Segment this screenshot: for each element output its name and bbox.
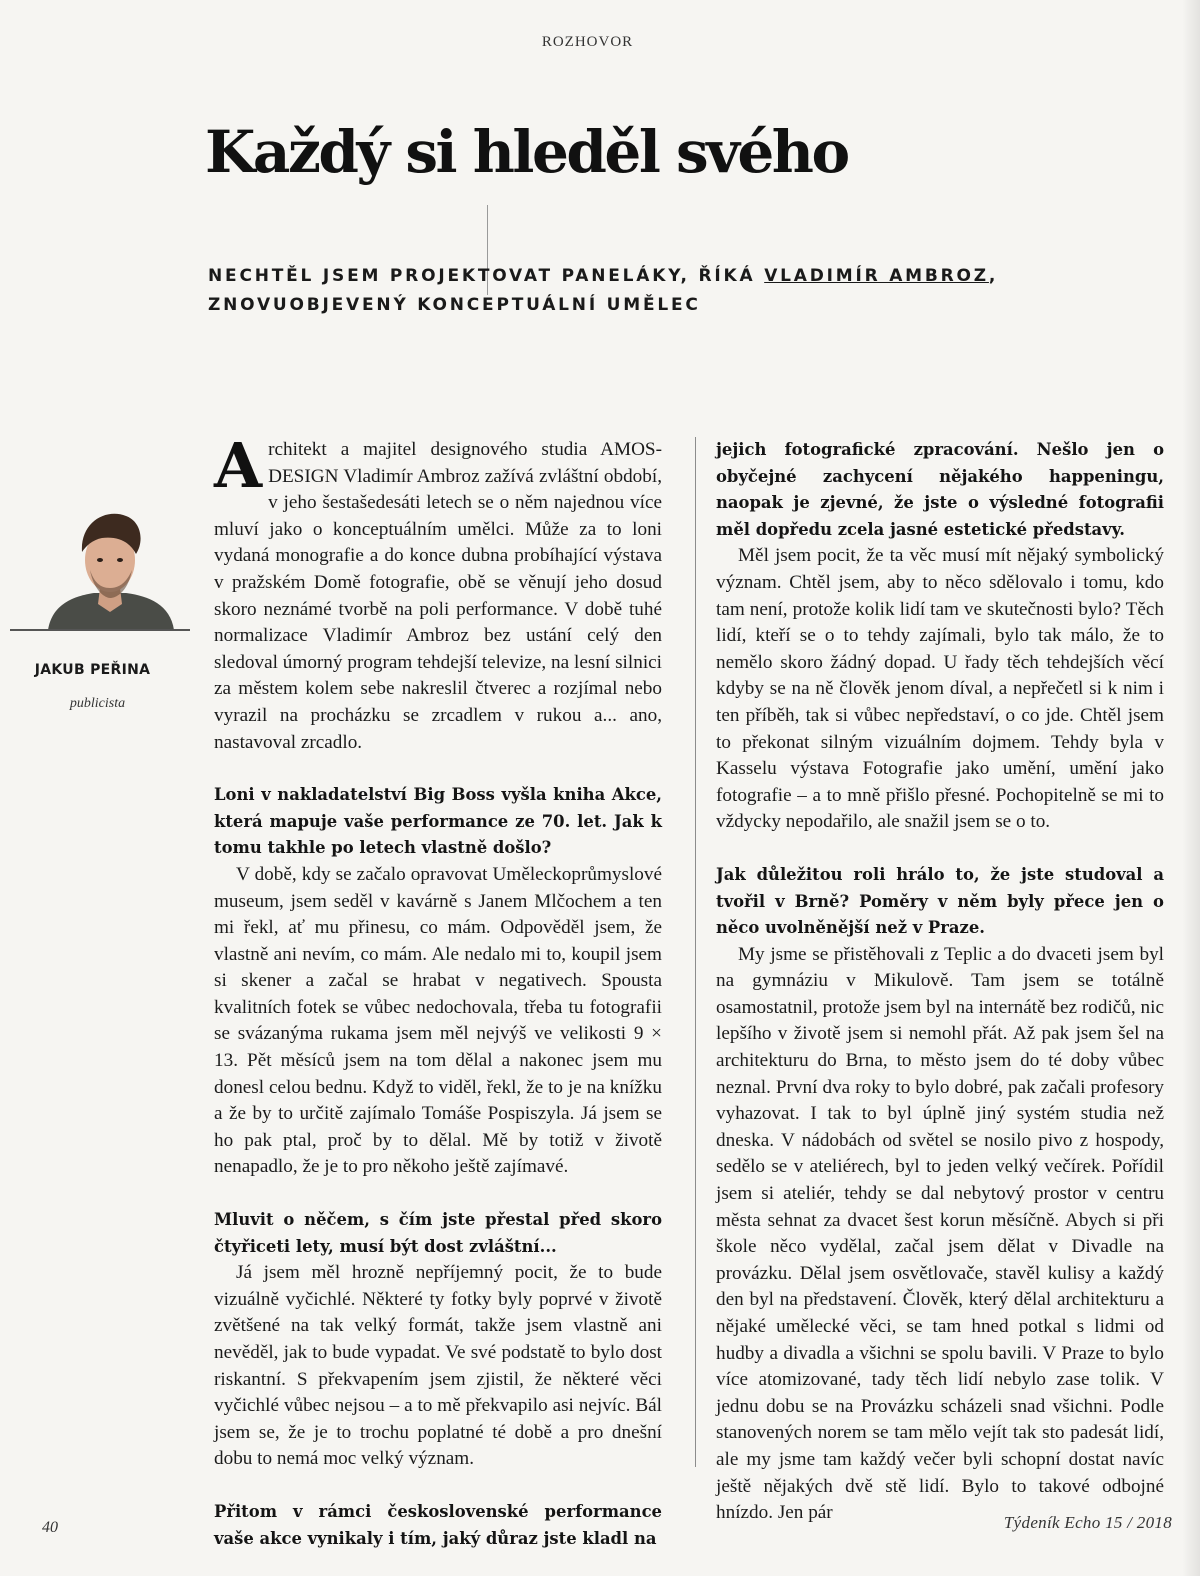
article-subheading: [208, 262, 1008, 320]
answer-paragraph: Já jsem měl hrozně nepříjemný pocit, že to bude vizuálně vyčichlé. Některé ty fotky byly poprvé v životě zvětšené na tak velký formát, takže jsem vlastně ani nevěděl, jak to bude vypadat. Ve své podstatě to bylo dost riskantní. S překvapením jsem zjistil, že některé věci vyčichlé vůbec nejsou – a to mě překvapilo asi nejvíc. Bál jsem se, že je to trochu poplatné té době a pro dnešní dobu to nemá moc velký význam.: [214, 1262, 662, 1470]
answer-paragraph: My jsme se přistěhovali z Teplic a do dvaceti jsem byl na gymnáziu v Mikulově. Tam jsem se totálně osamostatnil, protože jsem byl na internátě bez rodičů, nic lepšího v životě jsem si nemohl přát. Až pak jsem šel na architekturu do Brna, to město jsem do té doby vůbec neznal. První dva roky to bylo dobré, pak začali profesory vyhazovat. I tak to byl úplně jiný systém studia než dneska. V nádobách od světel se nosilo pivo z hospody, sedělo se v ateliérech, byl to jeden velký večírek. Pořídil jsem si ateliér, tehdy se dal nebytový prostor v centru města sehnat za dvacet šest korun měsíčně. Abych si při škole něco vydělal, začal jsem dělat v Divadle na provázku. Dělal jsem osvětlovače, stavěl kulisy a každý den byl na představení. Člověk, který dělal architekturu a nějaké umělecké věci, se tam hned potkal s lidmi od hudby a divadla a všichni se spolu bavili. V Praze to bylo více atomizované, tady těch lidí nebylo zase tolik. V jednu dobu se na Provázku scházeli snad všichni. Podle stanovených norem se tam mělo vejít tak sto padesát lidí, ale my jsme tam každý večer byli schopní dostat navíc ještě nějakých dvě stě lidí. Bylo to takové odbojné hnízdo. Jen pár: [716, 943, 1164, 1524]
author-rule: [10, 629, 190, 631]
paragraph-gap: [214, 1181, 662, 1207]
lead-text: rchitekt a majitel designového studia AMOSDESIGN Vladimír Ambroz zažívá zvláštní období, v jeho šestašedesáti letech se o něm najednou více mluví jako o konceptuálním umělci. Může za to loni vydaná monografie a do konce dubna probíhající výstava v pražském Domě fotografie, obě se věnují jeho dosud skoro neznámé tvorbě na poli performance. V době tuhé normalizace Vladimír Ambroz bez ustání celý den sledoval úmorný program tehdejší televize, na lesní silnici za městem kolem sebe nakreslil čtverec a rozjímal nebo vyrazil na procházku se zrcadlem v rukou a... ano, nastavoval zrcadlo.: [214, 439, 662, 753]
magazine-issue: Týdeník Echo 15 / 2018: [1003, 1513, 1172, 1532]
column-divider: [695, 437, 696, 1467]
answer-paragraph: Měl jsem pocit, že ta věc musí mít nějaký symbolický význam. Chtěl jsem, aby to něco sdělovalo i tomu, kdo tam není, protože kolik lidí tam ve skutečnosti bylo? Těch lidí, kteří se o to tehdy zajímali, bylo tak málo, že to nemělo skoro žádný dopad. U řady těch tehdejších věcí kdyby se na ně člověk jenom díval, a nepřečetl si k nim i ten příběh, tak si vůbec nepředstaví, o co jde. Chtěl jsem to překonat silným vizuálním dojmem. Tehdy byla v Kasselu výstava Fotografie jako umění, umění jako fotografie – a to mně přišlo přesné. Pochopitelně se mi to vždycky nepodařilo, ale snažil jsem se o to.: [716, 545, 1164, 833]
subheading-text-start: NECHTĚL JSEM PROJEKTOVAT PANELÁKY, ŘÍKÁ: [208, 266, 765, 286]
page-number: 40: [42, 1519, 58, 1536]
paragraph-gap: [716, 836, 1164, 862]
paragraph-gap: [214, 756, 662, 782]
section-label: ROZHOVOR: [541, 34, 634, 50]
answer-paragraph: V době, kdy se začalo opravovat Uměleckoprůmyslové museum, jsem seděl v kavárně s Janem Mlčochem a ten mi řekl, ať mu přinesu, co mám. Odpověděl jsem, že vlastně ani nevím, co mám. Ale nedalo mi to, koupil jsem si skener a začal se hrabat v negativech. Spousta kvalitních fotek se vůbec nedochovala, třeba tu fotografii se svázanýma rukama jsem měl nejvýš ve velikosti 9 × 13. Pět měsíců jsem na tom dělal a nakonec jsem mu donesl celou bednu. Když to viděl, řekl, že to je na knížku a že by to určitě zajímalo Tomáše Pospiszyla. Já jsem se ho pak ptal, proč by to dělal. Mě by totiž v životě nenapadlo, že je to pro někoho ještě zajímavé.: [214, 863, 662, 1178]
subheading-text-end: , ZNOVUOBJEVENÝ KONCEPTUÁLNÍ UMĚLEC: [208, 266, 999, 315]
drop-cap: A: [214, 429, 263, 502]
interview-question: Loni v nakladatelství Big Boss vyšla kniha Akce, která mapuje vaše performance ze 70. let. Jak k tomu takhle po letech vlastně došlo?: [214, 785, 662, 858]
interview-question: jejich fotografické zpracování. Nešlo jen o obyčejné zachycení nějakého happeningu, naopak je zjevné, že jste o výsledné fotografii měl dopředu zcela jasné estetické představy.: [716, 440, 1164, 539]
article-column-right: [716, 437, 1164, 1527]
author-role: publicista: [69, 696, 126, 711]
author-photo: [40, 500, 180, 630]
author-name: JAKUB PEŘINA: [34, 662, 151, 678]
interviewee-name: VLADIMÍR AMBROZ: [764, 266, 989, 286]
article-headline: Každý si hleděl svého: [205, 118, 848, 186]
interview-question: Přitom v rámci československé performance vaše akce vynikaly i tím, jaký důraz jste kladl na: [214, 1501, 662, 1548]
interview-question: Jak důležitou roli hrálo to, že jste studoval a tvořil v Brně? Poměry v něm byly přece jen o něco uvolněnější než v Praze.: [716, 864, 1164, 938]
interview-question: Mluvit o něčem, s čím jste přestal před skoro čtyřiceti lety, musí být dost zvláštní...: [214, 1210, 662, 1256]
page-gutter-shadow: [1182, 0, 1200, 1576]
lead-paragraph: [214, 429, 662, 756]
article-column-left: [214, 429, 662, 1552]
paragraph-gap: [214, 1473, 662, 1499]
